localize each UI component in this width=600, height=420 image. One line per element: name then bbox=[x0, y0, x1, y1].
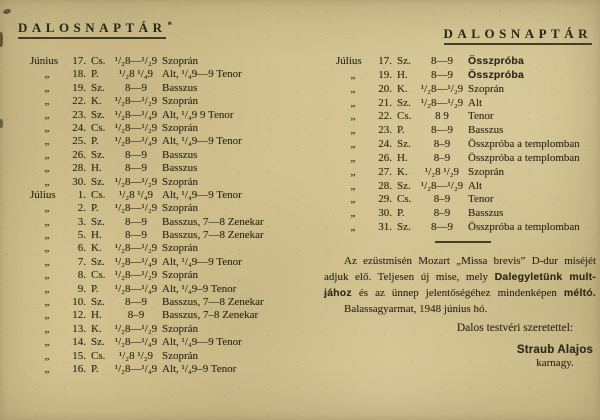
text-segment: adjuk elő. Teljesen új mise, mely bbox=[324, 271, 495, 283]
weekday-label: Sz. bbox=[91, 255, 105, 268]
time-range: 8–9 bbox=[433, 193, 451, 206]
date-label: 24. bbox=[72, 121, 86, 134]
voice-part-label: Alt, ¹/₄9—9 Tenor bbox=[162, 188, 242, 201]
weekday-label: Sz. bbox=[91, 296, 105, 309]
weekday-label: K. bbox=[397, 82, 408, 95]
date-label: 10. bbox=[72, 296, 86, 309]
voice-part-label: Alt, ¹/₄9—9 Tenor bbox=[162, 68, 242, 81]
weekday-label: Sz. bbox=[91, 81, 105, 94]
date-label: 3. bbox=[77, 215, 86, 228]
voice-part-label: Basszus, 7—8 Zenekar bbox=[162, 215, 264, 228]
date-label: 7. bbox=[77, 255, 86, 268]
time-range: 8–9 bbox=[127, 309, 145, 322]
weekday-label: Sz. bbox=[397, 221, 411, 234]
schedule-row bbox=[336, 180, 600, 194]
month-label: „ bbox=[44, 148, 50, 161]
voice-part-label: Alt, ¹/₄9–9 Tenor bbox=[162, 362, 237, 375]
time-range: ¹/₂8 ¹/₄9 bbox=[118, 68, 154, 81]
time-range: 8–9 bbox=[433, 138, 451, 151]
schedule-row bbox=[336, 207, 600, 221]
weekday-label: H. bbox=[91, 309, 102, 322]
page-title-text: DALOSNAPTÁR bbox=[18, 20, 166, 39]
voice-part-label: Basszus bbox=[468, 124, 504, 137]
date-label: 13. bbox=[72, 322, 86, 335]
voice-part-label: Szoprán bbox=[162, 121, 199, 134]
voice-part-label: Szoprán bbox=[162, 269, 199, 282]
time-range: ¹/₂8—¹/₄9 bbox=[114, 362, 158, 375]
date-label: 27. bbox=[378, 165, 392, 178]
text-segment: Balassagyarmat, 1948 június hó. bbox=[344, 303, 488, 315]
month-label: „ bbox=[44, 322, 50, 335]
time-range: ¹/₂8—¹/₂9 bbox=[114, 322, 158, 335]
voice-part-label: Szoprán bbox=[162, 175, 199, 188]
schedule-row bbox=[30, 363, 300, 376]
weekday-label: P. bbox=[91, 68, 99, 81]
time-range: ¹/₂8—¹/₂9 bbox=[114, 55, 158, 67]
schedule-row bbox=[30, 269, 300, 282]
voice-part-label: Alt bbox=[468, 96, 483, 109]
date-label: 15. bbox=[72, 349, 86, 362]
schedule-row bbox=[30, 202, 300, 215]
weekday-label: P. bbox=[397, 207, 405, 220]
weekday-label: P. bbox=[91, 362, 99, 375]
time-range: 8 9 bbox=[435, 110, 449, 123]
text-segment: jához bbox=[324, 287, 352, 299]
month-label: „ bbox=[44, 309, 50, 322]
date-label: 30. bbox=[72, 175, 86, 188]
time-range: ¹/₂8 ¹/₄9 bbox=[118, 188, 154, 201]
weekday-label: Cs. bbox=[91, 349, 106, 362]
time-range: ¹/₂8—¹/₄9 bbox=[114, 135, 158, 148]
time-range: 8—9 bbox=[125, 81, 147, 94]
schedule-row bbox=[336, 138, 600, 152]
paper-edge-mark bbox=[0, 119, 3, 128]
time-range: ¹/₂8—¹/₂9 bbox=[114, 121, 158, 134]
month-label: „ bbox=[44, 202, 50, 215]
weekday-label: Sz. bbox=[397, 96, 411, 109]
month-label: „ bbox=[44, 336, 50, 349]
schedule-list-right bbox=[300, 55, 600, 235]
month-label: „ bbox=[350, 179, 356, 192]
voice-part-label: Összpróba a templomban bbox=[468, 151, 580, 164]
schedule-row bbox=[30, 323, 300, 336]
month-label: „ bbox=[44, 162, 50, 175]
weekday-label: Cs. bbox=[91, 121, 106, 134]
time-range: 8–9 bbox=[433, 207, 451, 220]
schedule-row bbox=[30, 95, 300, 108]
voice-part-label: Alt bbox=[468, 179, 483, 192]
schedule-row bbox=[336, 124, 600, 138]
time-range: ¹/₂8—¹/₂9 bbox=[114, 242, 158, 255]
time-range: 8–9 bbox=[433, 151, 451, 164]
time-range: 8—9 bbox=[125, 215, 147, 228]
month-label: „ bbox=[44, 175, 50, 188]
time-range: ¹/₂8—¹/₂9 bbox=[420, 96, 464, 109]
weekday-label: Sz. bbox=[91, 108, 105, 121]
closing-regards: Dalos testvéri szeretettel: bbox=[456, 322, 574, 334]
date-label: 8. bbox=[77, 269, 86, 282]
date-label: 19. bbox=[72, 81, 86, 94]
weekday-label: Cs. bbox=[397, 110, 412, 123]
date-label: 9. bbox=[77, 282, 86, 295]
schedule-row bbox=[30, 55, 300, 68]
weekday-label: Cs. bbox=[91, 188, 106, 201]
month-label: „ bbox=[44, 229, 50, 242]
voice-part-label: Szoprán bbox=[162, 202, 199, 215]
schedule-row bbox=[30, 336, 300, 349]
weekday-label: Sz. bbox=[397, 55, 411, 67]
month-label: „ bbox=[44, 362, 50, 375]
time-range: ¹/₂8—¹/₄9 bbox=[114, 336, 158, 349]
schedule-row bbox=[30, 350, 300, 363]
weekday-label: K. bbox=[91, 242, 102, 255]
schedule-row bbox=[30, 82, 300, 95]
month-label: „ bbox=[350, 221, 356, 234]
month-label: „ bbox=[44, 135, 50, 148]
weekday-label: P. bbox=[91, 202, 99, 215]
weekday-label: K. bbox=[91, 95, 102, 108]
weekday-label: Sz. bbox=[397, 138, 411, 151]
date-label: 28. bbox=[72, 162, 86, 175]
voice-part-label: Szoprán bbox=[468, 165, 505, 178]
weekday-label: K. bbox=[91, 322, 102, 335]
schedule-row bbox=[30, 309, 300, 322]
date-label: 31. bbox=[378, 221, 392, 234]
time-range: ¹/₂8—¹/₂9 bbox=[420, 179, 464, 192]
signature-block bbox=[500, 344, 600, 369]
month-label: „ bbox=[44, 108, 50, 121]
date-label: 17. bbox=[72, 55, 86, 67]
announcement-line bbox=[324, 253, 596, 269]
schedule-row bbox=[30, 135, 300, 148]
time-range: ¹/₂8—¹/₂9 bbox=[420, 82, 464, 95]
month-label: „ bbox=[350, 138, 356, 151]
time-range: 8—9 bbox=[431, 55, 453, 67]
time-range: 8—9 bbox=[125, 162, 147, 175]
voice-part-label: Alt, ¹/₄9—9 Tenor bbox=[162, 336, 242, 349]
month-label: „ bbox=[350, 193, 356, 206]
month-label: „ bbox=[350, 82, 356, 95]
schedule-row bbox=[336, 110, 600, 124]
announcement-line bbox=[324, 301, 596, 317]
schedule-row bbox=[30, 189, 300, 202]
month-label: „ bbox=[44, 269, 50, 282]
weekday-label: H. bbox=[397, 151, 408, 164]
date-label: 28. bbox=[378, 179, 392, 192]
time-range: 8—9 bbox=[125, 229, 147, 242]
time-range: ¹/₂8—¹/₂9 bbox=[114, 95, 158, 108]
page-title-left bbox=[18, 20, 172, 36]
time-range: 8—9 bbox=[431, 124, 453, 137]
date-label: 23. bbox=[72, 108, 86, 121]
time-range: ¹/₂8 ¹/₂9 bbox=[424, 165, 460, 178]
announcement-line bbox=[324, 285, 596, 301]
schedule-row bbox=[336, 97, 600, 111]
date-label: 19. bbox=[378, 68, 392, 81]
weekday-label: P. bbox=[91, 282, 99, 295]
text-segment: méltó. bbox=[563, 287, 596, 299]
time-range: 8—9 bbox=[125, 296, 147, 309]
month-label: „ bbox=[44, 255, 50, 268]
time-range: ¹/₂8—¹/₄9 bbox=[114, 108, 158, 121]
month-label: „ bbox=[44, 296, 50, 309]
schedule-row bbox=[30, 242, 300, 255]
weekday-label: K. bbox=[397, 165, 408, 178]
weekday-label: H. bbox=[91, 229, 102, 242]
schedule-row bbox=[30, 229, 300, 242]
announcement-paragraph bbox=[324, 253, 596, 317]
month-label: „ bbox=[350, 96, 356, 109]
schedule-row bbox=[30, 216, 300, 229]
month-label: „ bbox=[350, 207, 356, 220]
voice-part-label: Alt, ¹/₄9—9 Tenor bbox=[162, 255, 242, 268]
month-label: „ bbox=[44, 121, 50, 134]
weekday-label: P. bbox=[397, 124, 405, 137]
date-label: 21. bbox=[378, 96, 392, 109]
voice-part-label: Szoprán bbox=[162, 95, 199, 108]
time-range: ¹/₂8—¹/₄9 bbox=[114, 282, 158, 295]
announcement-line bbox=[324, 269, 596, 285]
page-title-text: DALOSNAPTÁR bbox=[444, 26, 592, 45]
time-range: 8—9 bbox=[431, 68, 453, 81]
text-segment: Az ezüstmisén Mozart „Missa brevis” D-dur miséjét bbox=[344, 255, 596, 267]
schedule-row bbox=[30, 162, 300, 175]
month-label: „ bbox=[44, 68, 50, 81]
month-label: „ bbox=[44, 81, 50, 94]
voice-part-label: Szoprán bbox=[162, 349, 199, 362]
schedule-row bbox=[336, 166, 600, 180]
voice-part-label: Szoprán bbox=[468, 82, 505, 95]
month-label: „ bbox=[44, 95, 50, 108]
date-label: 26. bbox=[72, 148, 86, 161]
schedule-row bbox=[30, 68, 300, 81]
month-label: „ bbox=[350, 165, 356, 178]
weekday-label: Sz. bbox=[91, 215, 105, 228]
weekday-label: H. bbox=[91, 162, 102, 175]
time-range: ¹/₂8—¹/₄9 bbox=[114, 255, 158, 268]
signature-role: karnagy. bbox=[536, 357, 574, 369]
time-range: ¹/₂8—¹/₂9 bbox=[114, 202, 158, 215]
weekday-label: P. bbox=[91, 135, 99, 148]
month-label: „ bbox=[350, 124, 356, 137]
date-label: 5. bbox=[77, 229, 86, 242]
schedule-row bbox=[30, 176, 300, 189]
date-label: 29. bbox=[378, 193, 392, 206]
date-label: 6. bbox=[77, 242, 86, 255]
page-title-right bbox=[444, 26, 592, 42]
voice-part-label: Tenor bbox=[468, 193, 494, 206]
time-range: 8—9 bbox=[431, 221, 453, 234]
schedule-row bbox=[30, 109, 300, 122]
date-label: 18. bbox=[72, 68, 86, 81]
section-divider-rule bbox=[435, 241, 491, 243]
date-label: 26. bbox=[378, 151, 392, 164]
voice-part-label: Szoprán bbox=[162, 322, 199, 335]
weekday-label: Sz. bbox=[91, 336, 105, 349]
schedule-list-left bbox=[0, 55, 300, 376]
time-range: ¹/₂8—¹/₂9 bbox=[114, 269, 158, 282]
date-label: 25. bbox=[72, 135, 86, 148]
voice-part-label: Alt, ¹/₄9 9 Tenor bbox=[162, 108, 234, 121]
voice-part-label: Összpróba bbox=[468, 55, 525, 67]
voice-part-label: Alt, ¹/₄9–9 Tenor bbox=[162, 282, 237, 295]
schedule-row bbox=[30, 296, 300, 309]
weekday-label: Cs. bbox=[91, 269, 106, 282]
voice-part-label: Basszus bbox=[162, 81, 198, 94]
weekday-label: Sz. bbox=[91, 148, 105, 161]
date-label: 12. bbox=[72, 309, 86, 322]
voice-part-label: Alt, ¹/₄9—9 Tenor bbox=[162, 135, 242, 148]
month-label: Július bbox=[30, 188, 56, 201]
signature-name: Straub Alajos bbox=[516, 344, 594, 356]
schedule-row bbox=[336, 152, 600, 166]
weekday-label: H. bbox=[397, 68, 408, 81]
voice-part-label: Összpróba a templomban bbox=[468, 138, 580, 151]
date-label: 24. bbox=[378, 138, 392, 151]
schedule-row bbox=[30, 256, 300, 269]
month-label: „ bbox=[350, 110, 356, 123]
month-label: „ bbox=[44, 349, 50, 362]
date-label: 22. bbox=[378, 110, 392, 123]
paper-edge-mark bbox=[0, 32, 3, 47]
schedule-row bbox=[336, 83, 600, 97]
voice-part-label: Basszus, 7–8 Zenekar bbox=[162, 309, 259, 322]
month-label: „ bbox=[350, 68, 356, 81]
time-range: ¹/₂8 ¹/₂9 bbox=[118, 349, 154, 362]
weekday-label: Sz. bbox=[397, 179, 411, 192]
weekday-label: Cs. bbox=[91, 55, 106, 67]
month-label: Június bbox=[30, 55, 59, 67]
date-label: 23. bbox=[378, 124, 392, 137]
page-right bbox=[300, 0, 600, 420]
schedule-row bbox=[336, 193, 600, 207]
time-range: ¹/₂8—¹/₂9 bbox=[114, 175, 158, 188]
month-label: Július bbox=[336, 55, 362, 67]
voice-part-label: Basszus, 7—8 Zenekar bbox=[162, 229, 264, 242]
month-label: „ bbox=[44, 282, 50, 295]
date-label: 14. bbox=[72, 336, 86, 349]
text-segment: és az ünnep jelentőségéhez mindenképen bbox=[351, 287, 564, 299]
schedule-row bbox=[336, 69, 600, 83]
schedule-row bbox=[30, 283, 300, 296]
voice-part-label: Basszus, 7—8 Zenekar bbox=[162, 296, 264, 309]
schedule-row bbox=[30, 149, 300, 162]
date-label: 22. bbox=[72, 95, 86, 108]
voice-part-label: Basszus bbox=[162, 148, 198, 161]
schedule-row bbox=[336, 55, 600, 69]
schedule-row bbox=[336, 221, 600, 235]
schedule-row bbox=[30, 122, 300, 135]
voice-part-label: Összpróba bbox=[468, 68, 525, 81]
voice-part-label: Szoprán bbox=[162, 242, 199, 255]
voice-part-label: Szoprán bbox=[162, 55, 199, 67]
month-label: „ bbox=[44, 242, 50, 255]
date-label: 1. bbox=[77, 188, 86, 201]
date-label: 17. bbox=[378, 55, 392, 67]
text-segment: Dalegyletünk mult- bbox=[494, 271, 597, 283]
date-label: 30. bbox=[378, 207, 392, 220]
date-label: 2. bbox=[77, 202, 86, 215]
time-range: 8—9 bbox=[125, 148, 147, 161]
voice-part-label: Basszus bbox=[162, 162, 198, 175]
date-label: 16. bbox=[72, 362, 86, 375]
month-label: „ bbox=[350, 151, 356, 164]
weekday-label: Sz. bbox=[91, 175, 105, 188]
voice-part-label: Összpróba a templomban bbox=[468, 221, 580, 234]
voice-part-label: Tenor bbox=[468, 110, 494, 123]
weekday-label: Cs. bbox=[397, 193, 412, 206]
date-label: 20. bbox=[378, 82, 392, 95]
voice-part-label: Basszus bbox=[468, 207, 504, 220]
title-asterisk-mark: * bbox=[167, 20, 172, 30]
month-label: „ bbox=[44, 215, 50, 228]
